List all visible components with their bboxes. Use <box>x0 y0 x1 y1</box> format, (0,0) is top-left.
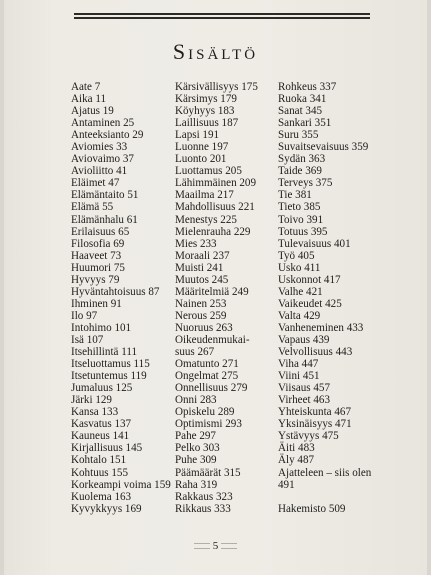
toc-entry: Viisaus 457 <box>278 382 331 395</box>
toc-entry: Pelko 303 <box>175 442 220 455</box>
folio-ornament-left <box>194 543 210 549</box>
toc-column-3 <box>278 81 388 515</box>
toc-entry: Mahdollisuus 221 <box>175 201 255 214</box>
toc-entry: Nuoruus 263 <box>175 321 233 334</box>
toc-entry: Pahe 297 <box>175 430 216 443</box>
toc-entry: Elämä 55 <box>71 201 114 214</box>
toc-entry: Viha 447 <box>278 358 319 371</box>
toc-entry: Valhe 421 <box>278 285 323 298</box>
toc-entry: Muisti 241 <box>175 261 224 274</box>
toc-entry: Toivo 391 <box>278 213 324 226</box>
toc-entry: Sydän 363 <box>278 153 326 166</box>
toc-entry: Kasvatus 137 <box>71 418 132 431</box>
toc-entry: Ruoka 341 <box>278 93 327 106</box>
toc-entry: Hyväntahtoisuus 87 <box>71 285 160 298</box>
toc-entry: Kohtuus 155 <box>71 466 129 479</box>
toc-entry: Työ 405 <box>278 249 315 262</box>
toc-entry: Lähimmäinen 209 <box>175 177 257 190</box>
toc-entry: Aika 11 <box>71 93 107 106</box>
toc-entry: Kohtalo 151 <box>71 454 127 467</box>
toc-entry: Järki 129 <box>71 394 112 407</box>
toc-entry: Velvollisuus 443 <box>278 346 353 359</box>
toc-entry: Maailma 217 <box>175 189 234 202</box>
toc-entry: Isä 107 <box>71 333 104 346</box>
toc-entry: Tieto 385 <box>278 201 321 214</box>
toc-entry: Omatunto 271 <box>175 358 239 371</box>
toc-entry: Vaikeudet 425 <box>278 297 342 310</box>
toc-entry: Lapsi 191 <box>175 129 220 142</box>
toc-entry: Yhteiskunta 467 <box>278 406 352 419</box>
toc-entry: Ilo 97 <box>71 309 98 322</box>
page-footer <box>0 540 431 552</box>
toc-entry: Intohimo 101 <box>71 321 132 334</box>
toc-entry: Itsehillintä 111 <box>71 346 138 359</box>
toc-entry: Äly 487 <box>278 454 315 467</box>
toc-entry: Hyvyys 79 <box>71 273 120 286</box>
toc-entry: Onnellisuus 279 <box>175 382 248 395</box>
toc-entry: Mielenrauha 229 <box>175 225 251 238</box>
toc-entry: Oikeudenmukai- suus 267 <box>175 333 250 359</box>
toc-entry: Puhe 309 <box>175 454 217 467</box>
toc-entry: Nainen 253 <box>175 297 227 310</box>
toc-entry: Optimismi 293 <box>175 418 242 431</box>
toc-entry: Mies 233 <box>175 237 217 250</box>
toc-entry: Luonne 197 <box>175 141 229 154</box>
toc-entry: Kärsimys 179 <box>175 93 237 106</box>
toc-spacer <box>278 491 388 503</box>
toc-entry: Elämäntaito 51 <box>71 189 139 202</box>
toc-entry: Rikkaus 333 <box>175 502 231 515</box>
toc-entry: Luottamus 205 <box>175 165 242 178</box>
toc-entry: Suru 355 <box>278 129 319 142</box>
toc-entry: Taide 369 <box>278 165 322 178</box>
toc-entry: Kirjallisuus 145 <box>71 442 143 455</box>
toc-entry: Ajatus 19 <box>71 105 114 118</box>
toc-entry: Äiti 483 <box>278 442 315 455</box>
toc-entry: Jumaluus 125 <box>71 382 133 395</box>
page-title: Sisältö <box>172 39 259 64</box>
toc-entry: Rohkeus 337 <box>278 81 337 93</box>
toc-entry: Elämänhalu 61 <box>71 213 138 226</box>
toc-entry: Aviovaimo 37 <box>71 153 134 166</box>
toc-entry: Raha 319 <box>175 478 218 491</box>
toc-entry: Filosofia 69 <box>71 237 125 250</box>
toc-entry: Kyvykkyys 169 <box>71 502 142 515</box>
toc-entry: Kärsivällisyys 175 <box>175 81 258 93</box>
toc-entry: Onni 283 <box>175 394 217 407</box>
toc-entry: Eläimet 47 <box>71 177 120 190</box>
toc-entry: Hakemisto 509 <box>278 502 346 515</box>
toc-entry: Totuus 395 <box>278 225 328 238</box>
toc-entry: Ihminen 91 <box>71 297 122 310</box>
toc-entry: Avioliitto 41 <box>71 165 128 178</box>
toc-entry: Kuolema 163 <box>71 490 132 503</box>
toc-entry: Ystävyys 475 <box>278 430 339 443</box>
page-number: 5 <box>212 540 219 552</box>
toc-entry: Tie 381 <box>278 189 312 202</box>
toc-entry: Kansa 133 <box>71 406 119 419</box>
toc-entry: Köyhyys 183 <box>175 105 235 118</box>
toc-entry: Menestys 225 <box>175 213 237 226</box>
toc-entry: Vapaus 439 <box>278 333 330 346</box>
toc-entry: Anteeksianto 29 <box>71 129 144 142</box>
toc-entry: Tulevaisuus 401 <box>278 237 351 250</box>
toc-entry: Viini 451 <box>278 370 320 383</box>
toc-entry: Sanat 345 <box>278 105 323 118</box>
toc-entry: Määritelmiä 249 <box>175 285 249 298</box>
toc-entry: Itsetuntemus 119 <box>71 370 147 383</box>
toc-entry: Virheet 463 <box>278 394 331 407</box>
folio-ornament-right <box>221 543 237 549</box>
toc-entry: Haaveet 73 <box>71 249 122 262</box>
toc-entry: Suvaitsevaisuus 359 <box>278 141 369 154</box>
toc-column-1 <box>71 81 174 515</box>
toc-entry: Rakkaus 323 <box>175 490 233 503</box>
toc-entry: Yksinäisyys 471 <box>278 418 352 431</box>
toc-entry: Terveys 375 <box>278 177 333 190</box>
toc-entry: Päämäärät 315 <box>175 466 241 479</box>
toc-entry: Korkeampi voima 159 <box>71 478 171 491</box>
toc-entry: Erilaisuus 65 <box>71 225 130 238</box>
toc-entry: Luonto 201 <box>175 153 227 166</box>
toc-entry: Aate 7 <box>71 81 101 93</box>
toc-entry: Moraali 237 <box>175 249 230 262</box>
top-rule <box>74 13 370 15</box>
toc-entry: Itseluottamus 115 <box>71 358 150 371</box>
toc-entry: Usko 411 <box>278 261 321 274</box>
toc-entry: Antaminen 25 <box>71 117 135 130</box>
toc-entry: Nerous 259 <box>175 309 227 322</box>
toc-entry: Sankari 351 <box>278 117 332 130</box>
toc-entry: Kauneus 141 <box>71 430 130 443</box>
toc-entry: Aviomies 33 <box>71 141 128 154</box>
toc-entry: Opiskelu 289 <box>175 406 235 419</box>
toc-entry: Vanheneminen 433 <box>278 321 364 334</box>
toc-entry: Ajatteleen – siis olen 491 <box>278 466 372 491</box>
toc-entry: Valta 429 <box>278 309 321 322</box>
toc-entry: Uskonnot 417 <box>278 273 341 286</box>
toc-column-2 <box>175 81 275 515</box>
toc-entry: Huumori 75 <box>71 261 125 274</box>
toc-entry: Muutos 245 <box>175 273 229 286</box>
top-rule-second <box>74 17 370 19</box>
toc-entry: Ongelmat 275 <box>175 370 239 383</box>
toc-entry: Laillisuus 187 <box>175 117 239 130</box>
